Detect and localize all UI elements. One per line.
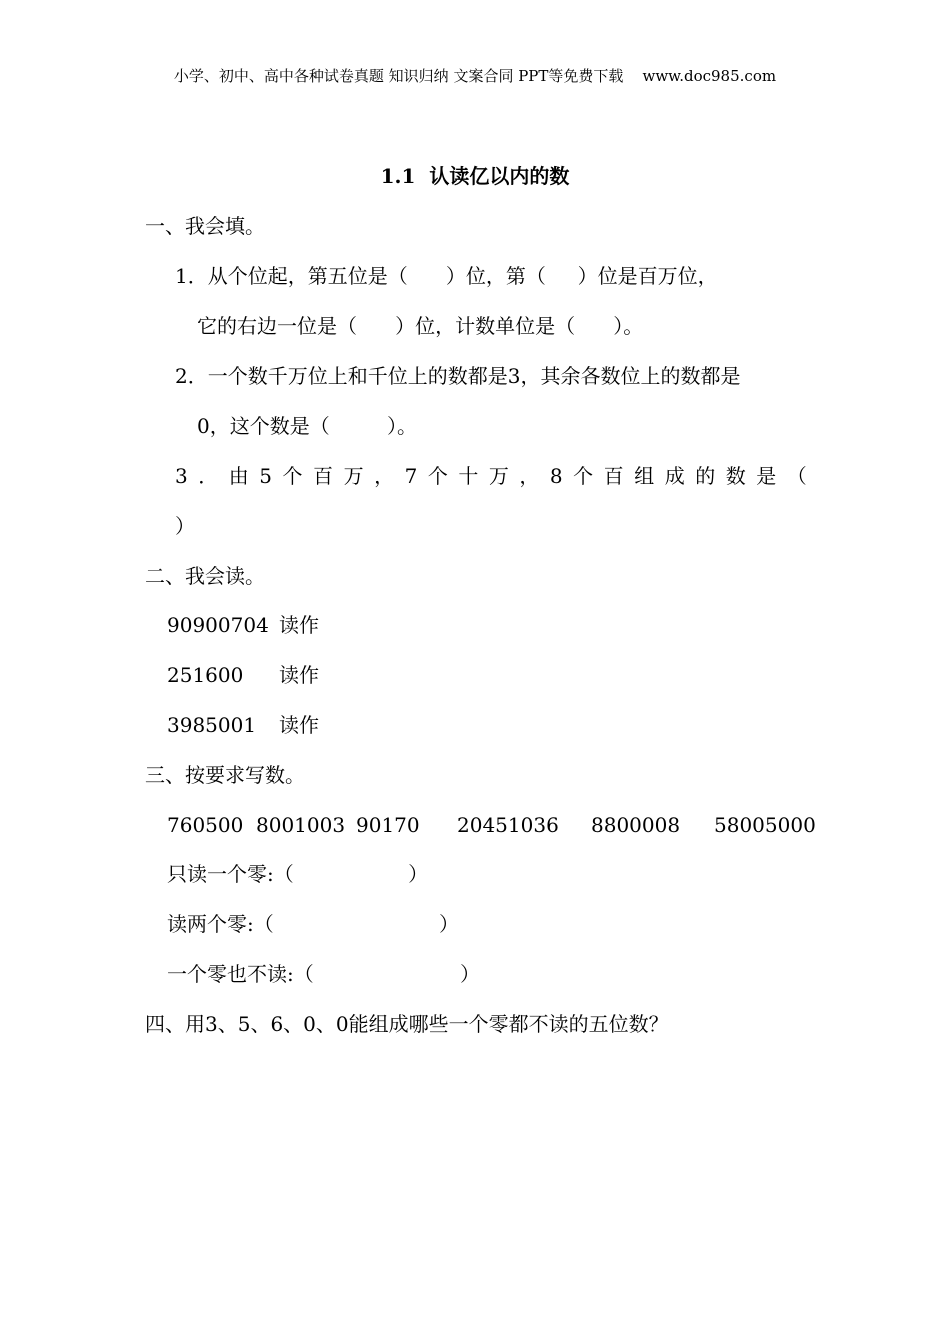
worksheet-title: 1.1 认读亿以内的数: [380, 164, 570, 188]
question3-char: 3: [175, 464, 188, 488]
question1-line2: 它的右边一位是（ ）位，计数单位是（ ）。: [197, 314, 644, 338]
question3-char: 成: [664, 464, 685, 488]
number-item: 20451036: [457, 813, 559, 837]
question3-char: 5: [259, 464, 273, 488]
read-item-label: 读作: [279, 663, 319, 687]
number-item: 58005000: [714, 813, 816, 837]
question3-char: 的: [695, 464, 716, 488]
question3-char: 7: [404, 464, 418, 488]
number-list: [167, 813, 816, 837]
number-item: 760500: [167, 813, 244, 837]
question2-line1: 2．一个数千万位上和千位上的数都是3，其余各数位上的数都是: [175, 364, 741, 388]
question1-line1: 1．从个位起，第五位是（ ）位，第（ ）位是百万位，: [175, 264, 718, 288]
question3-char: ，: [374, 464, 395, 488]
question3-char: 万: [343, 464, 364, 488]
question3-char: 是: [756, 464, 777, 488]
question3-char: （: [786, 464, 807, 488]
read-item-label: 读作: [279, 613, 319, 637]
no-zero-line: 一个零也不读:（ ）: [167, 962, 480, 986]
question3-char: 个: [282, 464, 303, 488]
question3-char: 百: [603, 464, 624, 488]
question3-char: 个: [427, 464, 448, 488]
read-item-number: 90900704: [167, 613, 269, 637]
read-item-number: 3985001: [167, 713, 257, 737]
section1-heading: 一、我会填。: [145, 214, 265, 238]
question3-char: 数: [725, 464, 746, 488]
question3-char: 由: [228, 464, 249, 488]
only-one-zero-line: 只读一个零:（ ）: [167, 862, 429, 886]
question3-char: 组: [634, 464, 655, 488]
number-item: 90170: [356, 813, 420, 837]
question3-char: 8: [549, 464, 563, 488]
two-zeros-line: 读两个零:（ ）: [167, 912, 460, 936]
section3-heading: 三、按要求写数。: [145, 763, 305, 787]
question3-char: 个: [573, 464, 594, 488]
question3-line2: ）: [175, 514, 195, 538]
page-header: 小学、初中、高中各种试卷真题 知识归纳 文案合同 PPT等免费下载 www.doc985.com: [173, 67, 777, 85]
question3-char: 百: [313, 464, 334, 488]
section4-heading: 四、用3、5、6、0、0能组成哪些一个零都不读的五位数？: [145, 1012, 669, 1036]
read-item-label: 读作: [279, 713, 319, 737]
question3-char: 十: [458, 464, 479, 488]
question2-line2: 0，这个数是（ ）。: [197, 414, 417, 438]
question3-line1: [175, 466, 807, 486]
number-item: 8800008: [591, 813, 681, 837]
question3-char: ，: [519, 464, 540, 488]
section2-heading: 二、我会读。: [145, 564, 265, 588]
question3-char: 万: [488, 464, 509, 488]
question3-char: ．: [198, 464, 219, 488]
read-item-number: 251600: [167, 663, 244, 687]
number-item: 8001003: [256, 813, 346, 837]
